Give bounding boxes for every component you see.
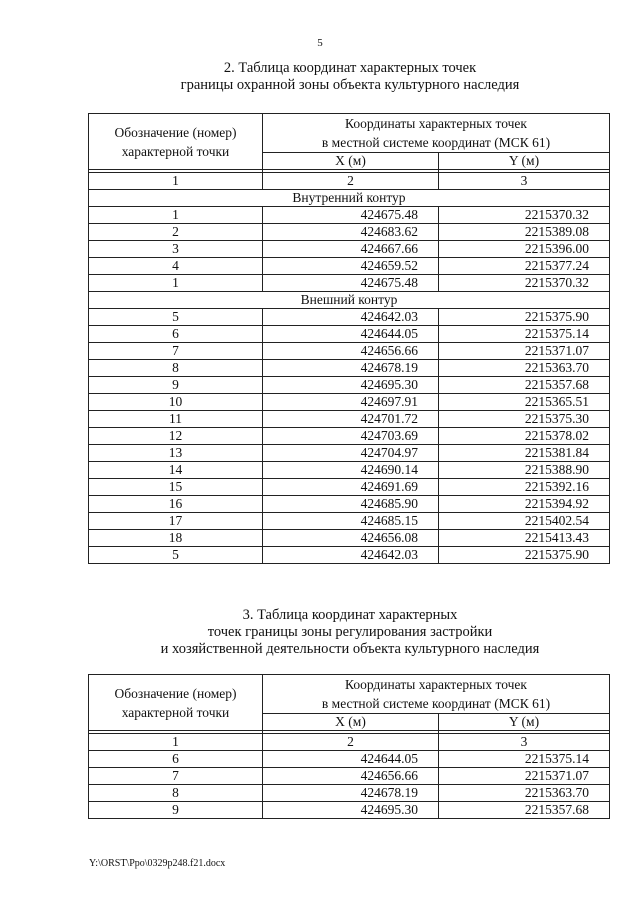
- table-row: [89, 309, 610, 326]
- y-coordinate: 2215365.51: [439, 394, 610, 411]
- x-coordinate: 424656.08: [263, 530, 439, 547]
- table-row: [89, 530, 610, 547]
- point-number: 8: [89, 360, 263, 377]
- x-coordinate: 424695.30: [263, 377, 439, 394]
- table-row: [89, 802, 610, 819]
- point-number: 5: [89, 309, 263, 326]
- point-number: 3: [89, 241, 263, 258]
- y-coordinate: 2215413.43: [439, 530, 610, 547]
- y-coordinate: 2215378.02: [439, 428, 610, 445]
- y-coordinate: 2215375.30: [439, 411, 610, 428]
- x-coordinate: 424683.62: [263, 224, 439, 241]
- table-row: [89, 275, 610, 292]
- y-coordinate: 2215357.68: [439, 802, 610, 819]
- table2-title-line: 2. Таблица координат характерных точек: [223, 60, 477, 76]
- section-row: [89, 292, 610, 309]
- point-number: 9: [89, 377, 263, 394]
- header-line: характерной точки: [121, 143, 230, 159]
- column-number: 1: [89, 173, 263, 190]
- header-line: Обозначение (номер): [114, 124, 237, 140]
- table-row: [89, 462, 610, 479]
- point-number: 10: [89, 394, 263, 411]
- table3-title-line: 3. Таблица координат характерных: [242, 607, 458, 623]
- x-coordinate: 424642.03: [263, 547, 439, 564]
- table-row: [89, 445, 610, 462]
- x-coordinate: 424644.05: [263, 751, 439, 768]
- x-coordinate: 424704.97: [263, 445, 439, 462]
- x-coordinate: 424659.52: [263, 258, 439, 275]
- table-row: [89, 547, 610, 564]
- table-row: [89, 768, 610, 785]
- table-row: [89, 343, 610, 360]
- point-number: 14: [89, 462, 263, 479]
- table-row: [89, 751, 610, 768]
- table3-title-line: точек границы зоны регулирования застройки: [207, 624, 493, 640]
- y-coordinate: 2215375.14: [439, 751, 610, 768]
- x-coordinate: 424690.14: [263, 462, 439, 479]
- table-row: [89, 513, 610, 530]
- x-coordinate: 424656.66: [263, 768, 439, 785]
- y-coordinate: 2215402.54: [439, 513, 610, 530]
- header-line: Координаты характерных точек: [345, 677, 527, 692]
- point-number: 7: [89, 343, 263, 360]
- table-row: [89, 207, 610, 224]
- y-coordinate: 2215375.14: [439, 326, 610, 343]
- column-number: 3: [439, 734, 610, 751]
- header-x: X (м): [263, 153, 439, 170]
- header-line: характерной точки: [121, 704, 230, 720]
- x-coordinate: 424701.72: [263, 411, 439, 428]
- point-number: 6: [89, 751, 263, 768]
- table-row: [89, 377, 610, 394]
- header-line: в местной системе координат (МСК 61): [321, 696, 551, 711]
- table-row: [89, 479, 610, 496]
- table-row: [89, 326, 610, 343]
- y-coordinate: 2215371.07: [439, 768, 610, 785]
- table-row: [89, 394, 610, 411]
- table2-title-line: границы охранной зоны объекта культурного наследия: [180, 77, 520, 93]
- x-coordinate: 424685.90: [263, 496, 439, 513]
- y-coordinate: 2215371.07: [439, 343, 610, 360]
- y-coordinate: 2215392.16: [439, 479, 610, 496]
- table-row: [89, 241, 610, 258]
- header-point-designation: [89, 114, 263, 170]
- header-line: в местной системе координат (МСК 61): [321, 135, 551, 150]
- header-line: Обозначение (номер): [114, 685, 237, 701]
- y-coordinate: 2215396.00: [439, 241, 610, 258]
- point-number: 5: [89, 547, 263, 564]
- point-number: 15: [89, 479, 263, 496]
- y-coordinate: 2215381.84: [439, 445, 610, 462]
- y-coordinate: 2215363.70: [439, 785, 610, 802]
- point-number: 6: [89, 326, 263, 343]
- point-number: 7: [89, 768, 263, 785]
- y-coordinate: 2215370.32: [439, 275, 610, 292]
- table2-title: [0, 60, 640, 94]
- y-coordinate: 2215377.24: [439, 258, 610, 275]
- y-coordinate: 2215394.92: [439, 496, 610, 513]
- point-number: 17: [89, 513, 263, 530]
- x-coordinate: 424667.66: [263, 241, 439, 258]
- table2-coordinates: [88, 113, 610, 564]
- table3-title-line: и хозяйственной деятельности объекта культурного наследия: [160, 641, 540, 657]
- x-coordinate: 424675.48: [263, 275, 439, 292]
- x-coordinate: 424691.69: [263, 479, 439, 496]
- y-coordinate: 2215370.32: [439, 207, 610, 224]
- section-label: Внешний контур: [89, 292, 610, 309]
- x-coordinate: 424656.66: [263, 343, 439, 360]
- point-number: 2: [89, 224, 263, 241]
- x-coordinate: 424697.91: [263, 394, 439, 411]
- x-coordinate: 424685.15: [263, 513, 439, 530]
- table-row: [89, 224, 610, 241]
- column-number: 1: [89, 734, 263, 751]
- point-number: 8: [89, 785, 263, 802]
- y-coordinate: 2215363.70: [439, 360, 610, 377]
- point-number: 1: [89, 275, 263, 292]
- table-row: [89, 360, 610, 377]
- x-coordinate: 424678.19: [263, 785, 439, 802]
- header-x: X (м): [263, 714, 439, 731]
- x-coordinate: 424675.48: [263, 207, 439, 224]
- y-coordinate: 2215357.68: [439, 377, 610, 394]
- header-y: Y (м): [439, 153, 610, 170]
- table-row: [89, 428, 610, 445]
- section-label: Внутренний контур: [89, 190, 610, 207]
- x-coordinate: 424644.05: [263, 326, 439, 343]
- header-point-designation: [89, 675, 263, 731]
- header-line: Координаты характерных точек: [345, 116, 527, 131]
- table-row: [89, 496, 610, 513]
- y-coordinate: 2215388.90: [439, 462, 610, 479]
- table-row: [89, 411, 610, 428]
- header-coordinates: [263, 675, 610, 714]
- point-number: 9: [89, 802, 263, 819]
- y-coordinate: 2215389.08: [439, 224, 610, 241]
- column-number: 2: [263, 734, 439, 751]
- column-number: 2: [263, 173, 439, 190]
- header-y: Y (м): [439, 714, 610, 731]
- x-coordinate: 424695.30: [263, 802, 439, 819]
- x-coordinate: 424642.03: [263, 309, 439, 326]
- table-row: [89, 785, 610, 802]
- point-number: 12: [89, 428, 263, 445]
- table3-coordinates: [88, 674, 610, 819]
- table3-title: [0, 607, 640, 658]
- x-coordinate: 424703.69: [263, 428, 439, 445]
- point-number: 13: [89, 445, 263, 462]
- point-number: 11: [89, 411, 263, 428]
- file-path-footer: Y:\ORST\Ppo\0329p248.f21.docx: [89, 858, 226, 869]
- page-number: 5: [317, 37, 323, 49]
- point-number: 18: [89, 530, 263, 547]
- table-row: [89, 258, 610, 275]
- point-number: 16: [89, 496, 263, 513]
- header-coordinates: [263, 114, 610, 153]
- column-number: 3: [439, 173, 610, 190]
- y-coordinate: 2215375.90: [439, 547, 610, 564]
- point-number: 1: [89, 207, 263, 224]
- section-row: [89, 190, 610, 207]
- x-coordinate: 424678.19: [263, 360, 439, 377]
- y-coordinate: 2215375.90: [439, 309, 610, 326]
- point-number: 4: [89, 258, 263, 275]
